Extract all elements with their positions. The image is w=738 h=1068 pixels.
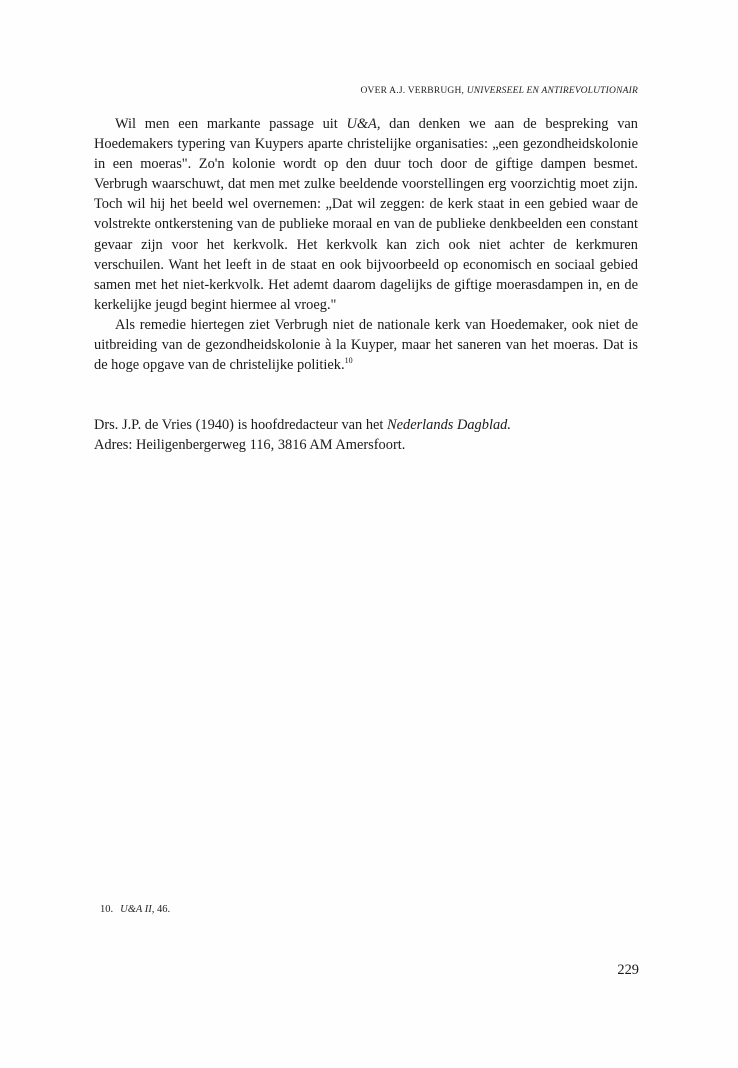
paragraph-1-lead: Wil men een markante passage uit — [115, 116, 347, 132]
author-note — [94, 415, 654, 455]
footnote — [100, 904, 170, 915]
page-number: 229 — [617, 962, 639, 978]
paragraph-1-italic-title: U&A, — [346, 116, 381, 132]
author-note-publication: Nederlands Dagblad. — [387, 417, 511, 433]
paragraph-1-body: dan denken we aan de bespreking van Hoedemakers typering van Kuypers aparte christelijke organisaties: „een gezondheidskolonie in een moeras". Zo'n kolonie wordt op den duur toch door de giftige dampen besmet. Verbrugh waarschuwt, dat men met zulke beeldende voorstellingen erg voorzichtig moet zijn. Toch wil hij het beeld wel overnemen: „Dat wil zeggen: de kerk staat in een gebied waar de volstrekte ontkerstening van de publieke moraal en van de publieke denkbeelden een constant gevaar zijn voor het kerkvolk. Het kerkvolk kan zich ook niet achter de kerkmuren verschuilen. Want het leeft in de staat en ook bijvoorbeeld op economisch en sociaal gebied samen met het niet-kerkvolk. Het ademt daarom dagelijks de giftige moerasdampen in, en de kerkelijke jeugd begint hiermee al vroeg." — [94, 116, 638, 313]
author-note-address: Adres: Heiligenbergerweg 116, 3816 AM Amersfoort. — [94, 437, 406, 453]
running-head-author: OVER A.J. VERBRUGH, — [360, 86, 467, 96]
running-head-title: UNIVERSEEL EN ANTIREVOLUTIONAIR — [466, 86, 638, 96]
paragraph-2 — [94, 315, 638, 375]
author-note-line-1 — [94, 415, 654, 435]
paragraph-2-body: Als remedie hiertegen ziet Verbrugh niet de nationale kerk van Hoedemaker, ook niet de uitbreiding van de gezondheidskolonie à la Kuyper, maar het saneren van het moeras. Dat is de hoge opgave van de christelijke politiek. — [94, 316, 638, 374]
footnote-number: 10. — [100, 904, 114, 915]
paragraph-1 — [94, 114, 638, 315]
footnote-source: U&A II, — [120, 904, 155, 915]
running-head — [360, 86, 638, 96]
body-text — [94, 114, 638, 375]
footnote-reference: 10 — [344, 356, 353, 366]
footnote-page: 46. — [154, 904, 171, 915]
author-note-bio: Drs. J.P. de Vries (1940) is hoofdredacteur van het — [94, 417, 388, 433]
